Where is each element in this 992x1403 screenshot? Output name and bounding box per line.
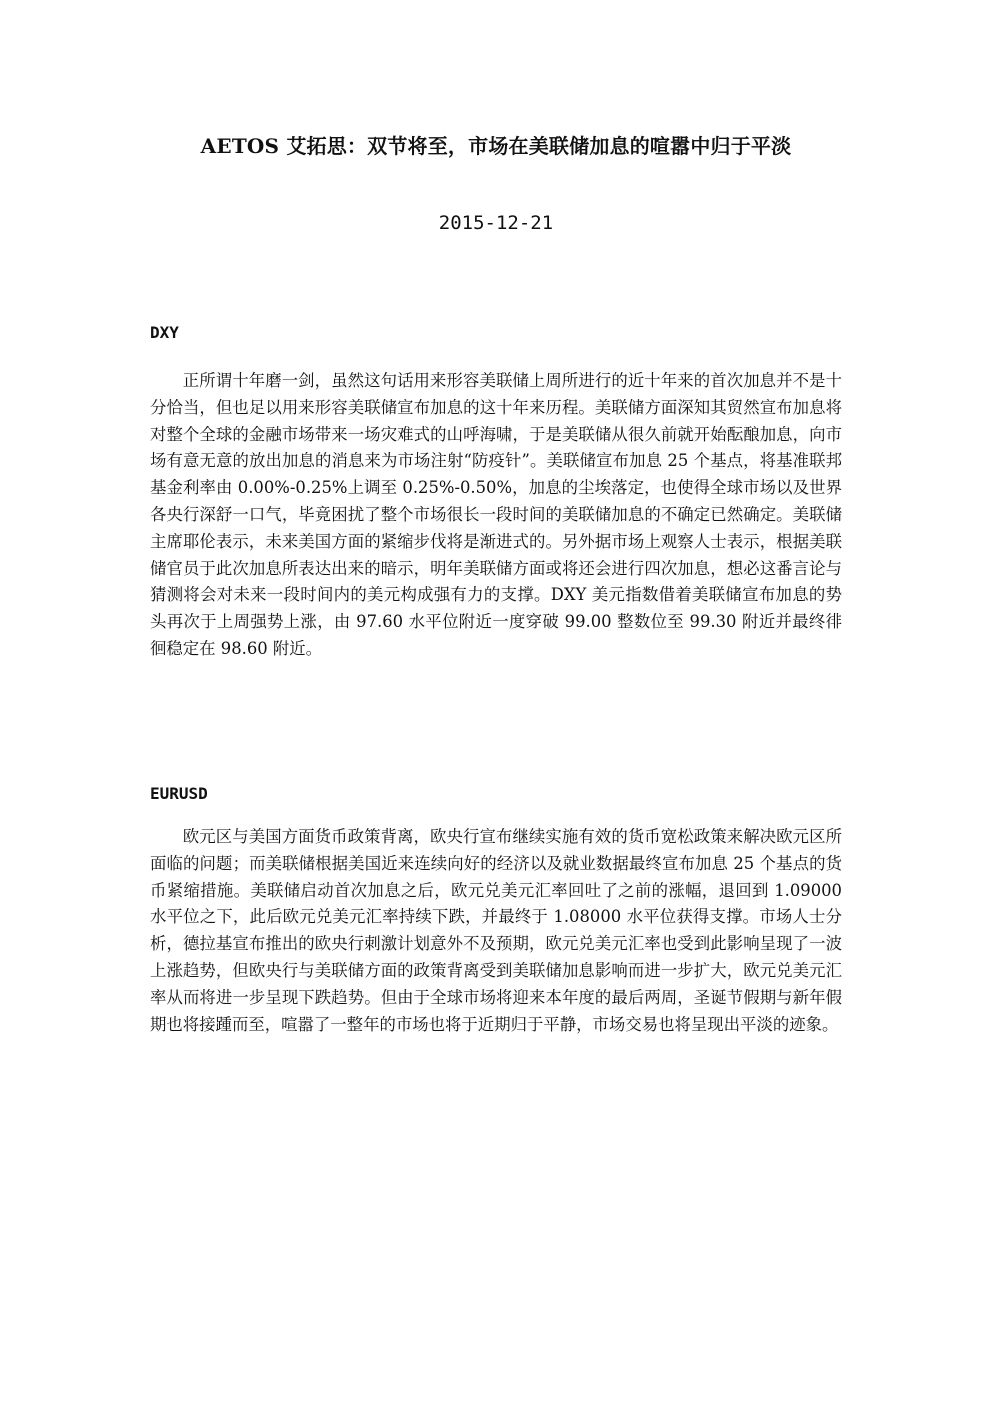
section-heading-dxy: DXY (150, 323, 179, 342)
document-title: AETOS 艾拓思：双节将至，市场在美联储加息的喧嚣中归于平淡 (200, 134, 792, 158)
section-body-eurusd: 欧元区与美国方面货币政策背离，欧央行宣布继续实施有效的货币宽松政策来解决欧元区所面临的问题；而美联储根据美国近来连续向好的经济以及就业数据最终宣布加息 25 个基点的货币紧缩措施。美联储启动首次加息之后，欧元兑美元汇率回吐了之前的涨幅，退回到 1.09000 水平位之下，此后欧元兑美元汇率持续下跌，并最终于 1.08000 水平位获得支撑。市场人士分析，德拉基宣布推出的欧央行刺激计划意外不及预期，欧元兑美元汇率也受到此影响呈现了一波上涨趋势，但欧央行与美联储方面的政策背离受到美联储加息影响而进一步扩大，欧元兑美元汇率从而将进一步呈现下跌趋势。但由于全球市场将迎来本年度的最后两周，圣诞节假期与新年假期也将接踵而至，喧嚣了一整年的市场也将于近期归于平静，市场交易也将呈现出平淡的迹象。 (150, 827, 842, 1034)
section-body-dxy: 正所谓十年磨一剑，虽然这句话用来形容美联储上周所进行的近十年来的首次加息并不是十分恰当，但也足以用来形容美联储宣布加息的这十年来历程。美联储方面深知其贸然宣布加息将对整个全球的金融市场带来一场灾难式的山呼海啸，于是美联储从很久前就开始酝酿加息，向市场有意无意的放出加息的消息来为市场注射“防疫针”。美联储宣布加息 25 个基点，将基准联邦基金利率由 0.00%-0.25%上调至 0.25%-0.50%，加息的尘埃落定，也使得全球市场以及世界各央行深舒一口气，毕竟困扰了整个市场很长一段时间的美联储加息的不确定已然确定。美联储主席耶伦表示，未来美国方面的紧缩步伐将是渐进式的。另外据市场上观察人士表示，根据美联储官员于此次加息所表达出来的暗示，明年美联储方面或将还会进行四次加息，想必这番言论与猜测将会对未来一段时间内的美元构成强有力的支撑。DXY 美元指数借着美联储宣布加息的势头再次于上周强势上涨，由 97.60 水平位附近一度穿破 99.00 整数位至 99.30 附近并最终徘徊稳定在 98.60 附近。 (150, 371, 842, 658)
document-date: 2015-12-21 (438, 212, 554, 234)
section-heading-eurusd: EURUSD (150, 784, 208, 803)
